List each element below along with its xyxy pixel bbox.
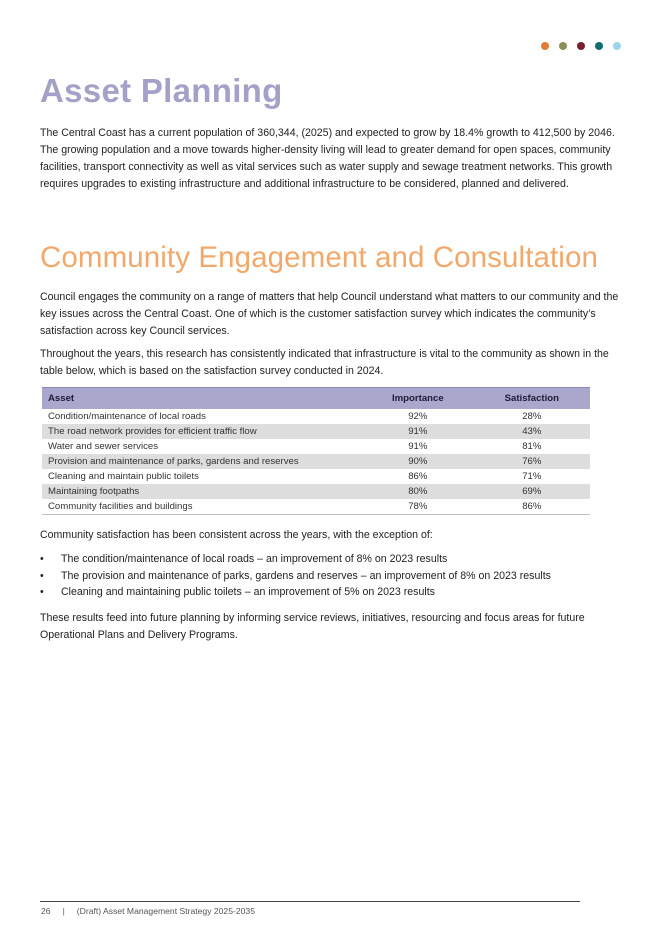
cell-asset: Provision and maintenance of parks, gardens and reserves (42, 454, 362, 469)
engagement-paragraph-1: Council engages the community on a range of matters that help Council understand what matters to our community and the key issues across the Central Coast. One of which is the customer satisfaction survey which indicates the community’s satisfaction across key Council services. (40, 291, 619, 337)
column-header-importance: Importance (362, 388, 474, 410)
cell-asset: The road network provides for efficient traffic flow (42, 424, 362, 439)
cell-asset: Maintaining footpaths (42, 484, 362, 499)
column-header-satisfaction: Satisfaction (474, 388, 590, 410)
page-footer (41, 906, 255, 916)
decor-dot (541, 42, 549, 50)
list-item-text: Cleaning and maintaining public toilets – an improvement of 5% on 2023 results (61, 586, 435, 598)
footer-divider (40, 901, 580, 902)
engagement-paragraph-2: Throughout the years, this research has consistently indicated that infrastructure is vital to the community as shown in the table below, which is based on the satisfaction survey conducted in 2024. (40, 348, 609, 377)
cell-satisfaction: 86% (474, 499, 590, 515)
closing-paragraph: These results feed into future planning by informing service reviews, initiatives, resourcing and focus areas for future Operational Plans and Delivery Programs. (40, 612, 585, 641)
table-row (42, 409, 590, 424)
cell-satisfaction: 28% (522, 411, 542, 422)
cell-asset: Cleaning and maintain public toilets (48, 471, 199, 482)
list-item-text: The condition/maintenance of local roads – an improvement of 8% on 2023 results (61, 553, 448, 565)
cell-importance: 92% (408, 411, 428, 422)
table-header-row (42, 388, 590, 410)
cell-importance: 91% (408, 441, 428, 452)
table-row (42, 484, 590, 499)
cell-satisfaction: 43% (474, 424, 590, 439)
cell-asset: Water and sewer services (48, 441, 159, 452)
table-row (42, 439, 590, 454)
cell-asset: Condition/maintenance of local roads (48, 411, 206, 422)
cell-importance: 80% (362, 484, 474, 499)
cell-asset: Community facilities and buildings (42, 499, 362, 515)
bullet-icon: • (40, 553, 44, 565)
engagement-heading: Community Engagement and Consultation (40, 241, 598, 274)
list-item (40, 551, 640, 568)
decor-dot (595, 42, 603, 50)
table-row (42, 469, 590, 484)
cell-importance: 78% (362, 499, 474, 515)
decor-dot (613, 42, 621, 50)
bullet-icon: • (40, 569, 44, 582)
cell-satisfaction: 81% (522, 441, 542, 452)
decor-dot (577, 42, 585, 50)
page-number: 26 (41, 906, 51, 916)
asset-planning-paragraph: The Central Coast has a current population of 360,344, (2025) and expected to grow by 18.4% growth to 412,500 by 2046. The growing population and a move towards higher-density living will lead to greater demand for open spaces, community facilities, transport connectivity as well as vital services such as water supply and sewage treatment networks. This growth requires upgrades to existing infrastructure and additional infrastructure to be considered, planned and delivered. (40, 127, 615, 190)
decorative-dots (541, 42, 621, 50)
satisfaction-table (42, 387, 590, 515)
asset-planning-heading: Asset Planning (40, 72, 283, 109)
list-item-text: The provision and maintenance of parks, gardens and reserves – an improvement of 8% on 2023 results (61, 569, 551, 582)
satisfaction-intro: Community satisfaction has been consistent across the years, with the exception of: (40, 529, 433, 541)
table-row (42, 499, 590, 515)
cell-importance: 86% (408, 471, 428, 482)
footer-separator: | (62, 906, 65, 916)
bullet-icon: • (40, 586, 44, 598)
cell-importance: 91% (362, 424, 474, 439)
improvement-list (40, 551, 640, 601)
list-item (40, 568, 640, 585)
list-item (40, 584, 640, 601)
cell-satisfaction: 69% (474, 484, 590, 499)
decor-dot (559, 42, 567, 50)
cell-satisfaction: 76% (474, 454, 590, 469)
table-row (42, 424, 590, 439)
column-header-asset: Asset (42, 388, 362, 410)
cell-importance: 90% (362, 454, 474, 469)
document-title: (Draft) Asset Management Strategy 2025-2035 (76, 906, 255, 916)
table-row (42, 454, 590, 469)
cell-satisfaction: 71% (522, 471, 542, 482)
